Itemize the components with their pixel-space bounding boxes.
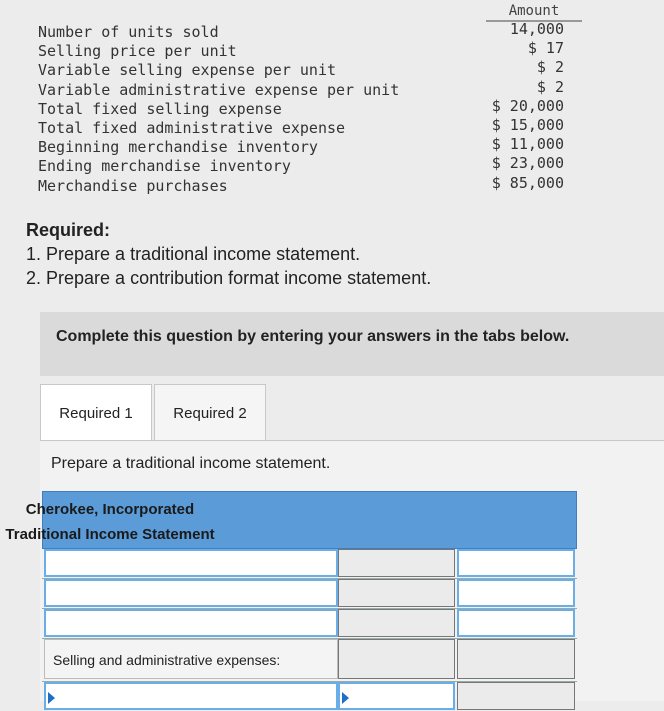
data-label: Beginning merchandise inventory	[38, 138, 318, 157]
statement-title: Traditional Income Statement	[5, 526, 215, 543]
data-label: Selling price per unit	[38, 42, 237, 61]
data-value: $ 17	[527, 39, 564, 58]
instructions-banner: Complete this question by entering your answers in the tabs below.	[40, 312, 664, 376]
total-input[interactable]	[457, 549, 575, 577]
table-row	[42, 609, 577, 639]
line-item-select[interactable]	[44, 682, 338, 710]
data-value: $ 85,000	[491, 173, 564, 192]
amount-column-header: Amount	[486, 2, 582, 22]
tab-panel	[5, 440, 664, 701]
total-input[interactable]	[457, 682, 575, 710]
statement-rows	[42, 549, 577, 711]
data-value: $ 15,000	[491, 115, 564, 134]
data-value: $ 11,000	[491, 135, 564, 154]
data-label: Ending merchandise inventory	[38, 157, 291, 176]
data-label: Total fixed selling expense	[38, 99, 282, 118]
data-value: $ 23,000	[491, 154, 564, 173]
required-section	[26, 218, 431, 290]
tab-required-2[interactable]: Required 2	[154, 384, 266, 442]
problem-data-table	[0, 0, 600, 200]
line-item-select[interactable]	[44, 549, 338, 577]
data-label: Merchandise purchases	[38, 176, 228, 195]
data-label: Variable administrative expense per unit	[38, 80, 400, 99]
data-label: Total fixed administrative expense	[38, 118, 346, 137]
data-label: Number of units sold	[38, 23, 219, 41]
data-value: 14,000	[509, 20, 564, 38]
required-item-1: 1. Prepare a traditional income statement.	[26, 244, 361, 264]
line-item-select[interactable]	[44, 609, 338, 637]
data-labels	[38, 23, 399, 196]
required-title: Required:	[26, 220, 111, 240]
section-label: Selling and administrative expenses:	[44, 639, 338, 679]
data-value: $ 2	[536, 58, 564, 77]
data-label: Variable selling expense per unit	[38, 61, 337, 80]
data-values	[470, 20, 564, 193]
dropdown-caret-icon	[342, 692, 349, 704]
tab-required-1[interactable]: Required 1	[40, 384, 152, 442]
amount-input	[338, 639, 455, 679]
table-row	[42, 682, 577, 711]
amount-input[interactable]	[338, 549, 455, 577]
company-name: Cherokee, Incorporated	[25, 501, 195, 518]
income-statement-form	[5, 491, 577, 711]
table-row	[42, 579, 577, 609]
table-row	[42, 639, 577, 682]
line-item-select[interactable]	[44, 579, 338, 607]
data-value: $ 20,000	[491, 96, 564, 115]
amount-input[interactable]	[338, 609, 455, 637]
dropdown-caret-icon	[48, 692, 55, 704]
statement-header	[5, 491, 577, 549]
total-input[interactable]	[457, 609, 575, 637]
panel-instruction: Prepare a traditional income statement.	[51, 455, 331, 472]
total-input	[457, 639, 575, 679]
amount-input[interactable]	[338, 682, 455, 710]
total-input[interactable]	[457, 579, 575, 607]
required-item-2: 2. Prepare a contribution format income statement.	[26, 268, 432, 288]
amount-input[interactable]	[338, 579, 455, 607]
table-row	[42, 549, 577, 579]
data-value: $ 2	[536, 77, 564, 96]
